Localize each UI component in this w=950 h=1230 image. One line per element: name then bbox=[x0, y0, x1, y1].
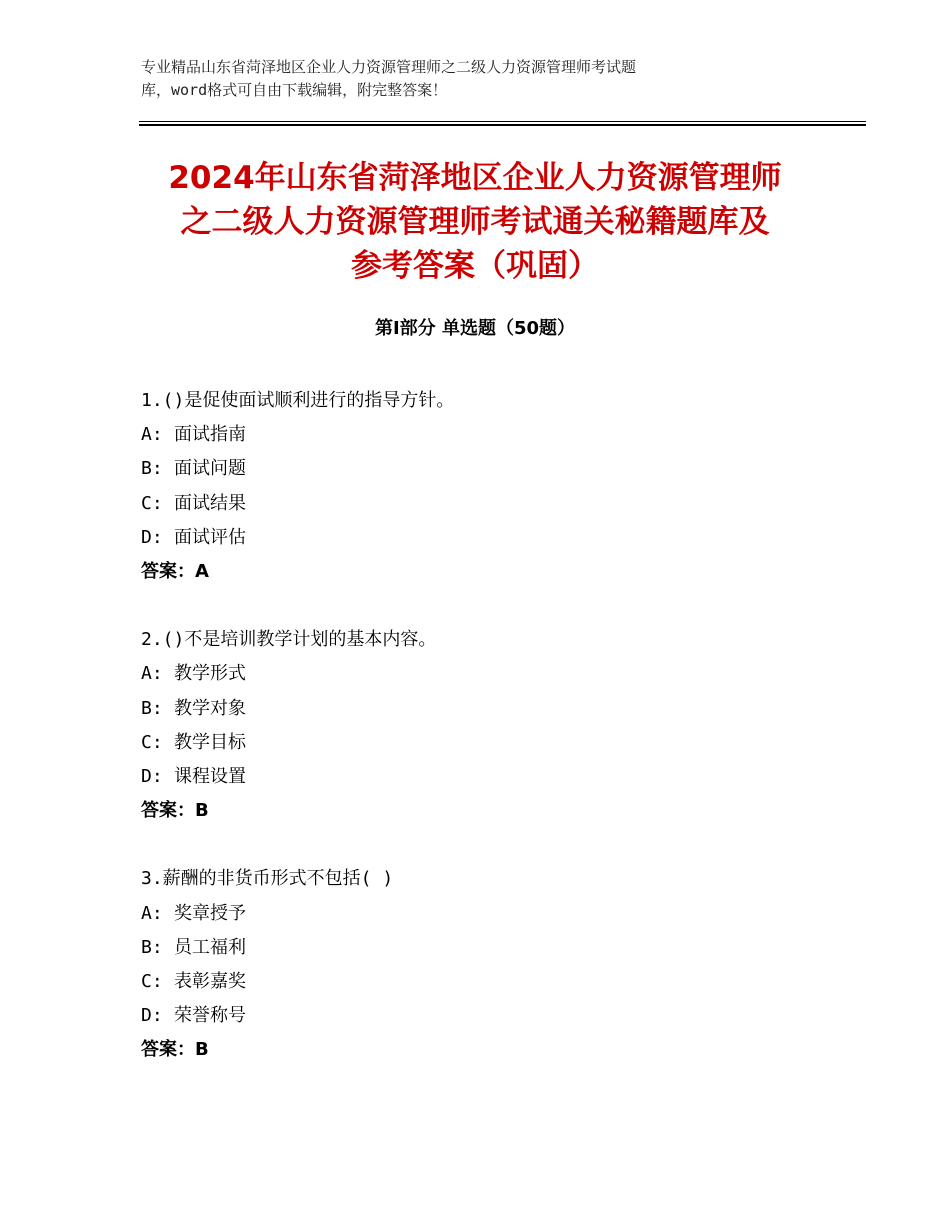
option-d bbox=[141, 999, 841, 1033]
option-letter: A: bbox=[141, 902, 163, 924]
option-letter: B: bbox=[141, 936, 163, 958]
option-a bbox=[141, 418, 841, 452]
option-a bbox=[141, 897, 841, 931]
option-a bbox=[141, 657, 841, 691]
document-title bbox=[120, 156, 830, 288]
answer-line: 答案：B bbox=[141, 800, 209, 822]
question-3 bbox=[141, 862, 841, 1067]
option-d bbox=[141, 760, 841, 794]
option-letter: B: bbox=[141, 697, 163, 719]
option-text: 员工福利 bbox=[174, 936, 246, 958]
option-b bbox=[141, 692, 841, 726]
option-text: 教学对象 bbox=[174, 697, 246, 719]
question-stem: 3.薪酬的非货币形式不包括( ) bbox=[141, 868, 394, 890]
answer-line: 答案：B bbox=[141, 1039, 209, 1061]
header-note bbox=[141, 56, 821, 102]
question-2 bbox=[141, 623, 841, 828]
option-c bbox=[141, 487, 841, 521]
question-stem: 1.()是促使面试顺利进行的指导方针。 bbox=[141, 390, 455, 411]
option-c bbox=[141, 726, 841, 760]
option-letter: D: bbox=[141, 1005, 163, 1027]
option-letter: C: bbox=[141, 971, 163, 993]
option-text: 教学目标 bbox=[174, 731, 246, 753]
section-title: 第Ⅰ部分 单选题（50题） bbox=[374, 318, 575, 339]
option-text: 面试问题 bbox=[174, 458, 246, 480]
option-letter: B: bbox=[141, 458, 163, 480]
option-b bbox=[141, 452, 841, 486]
option-letter: C: bbox=[141, 731, 163, 753]
document-title-line-2: 之二级人力资源管理师考试通关秘籍题库及 bbox=[180, 204, 770, 240]
option-text: 荣誉称号 bbox=[174, 1005, 246, 1027]
option-text: 面试结果 bbox=[174, 492, 246, 514]
option-text: 奖章授予 bbox=[174, 902, 246, 924]
option-text: 面试评估 bbox=[174, 526, 246, 548]
option-b bbox=[141, 931, 841, 965]
option-letter: A: bbox=[141, 663, 163, 685]
answer-line: 答案：A bbox=[141, 561, 209, 583]
document-title-line-3: 参考答案（巩固） bbox=[351, 248, 599, 284]
option-letter: A: bbox=[141, 424, 163, 446]
option-d bbox=[141, 521, 841, 555]
option-text: 面试指南 bbox=[174, 424, 246, 446]
option-c bbox=[141, 965, 841, 999]
question-1 bbox=[141, 384, 841, 589]
header-note-line-2: 库，word格式可自由下载编辑，附完整答案！ bbox=[141, 81, 448, 99]
option-text: 表彰嘉奖 bbox=[174, 971, 246, 993]
option-text: 教学形式 bbox=[174, 663, 246, 685]
question-list bbox=[141, 384, 841, 1102]
header-rule-thick bbox=[139, 124, 866, 126]
option-letter: D: bbox=[141, 766, 163, 788]
document-title-line-1: 2024年山东省菏泽地区企业人力资源管理师 bbox=[168, 160, 782, 196]
option-letter: C: bbox=[141, 492, 163, 514]
header-rule-thin bbox=[139, 121, 866, 122]
option-text: 课程设置 bbox=[174, 766, 246, 788]
header-note-line-1: 专业精品山东省菏泽地区企业人力资源管理师之二级人力资源管理师考试题 bbox=[141, 58, 637, 76]
option-letter: D: bbox=[141, 526, 163, 548]
question-stem: 2.()不是培训教学计划的基本内容。 bbox=[141, 629, 437, 651]
